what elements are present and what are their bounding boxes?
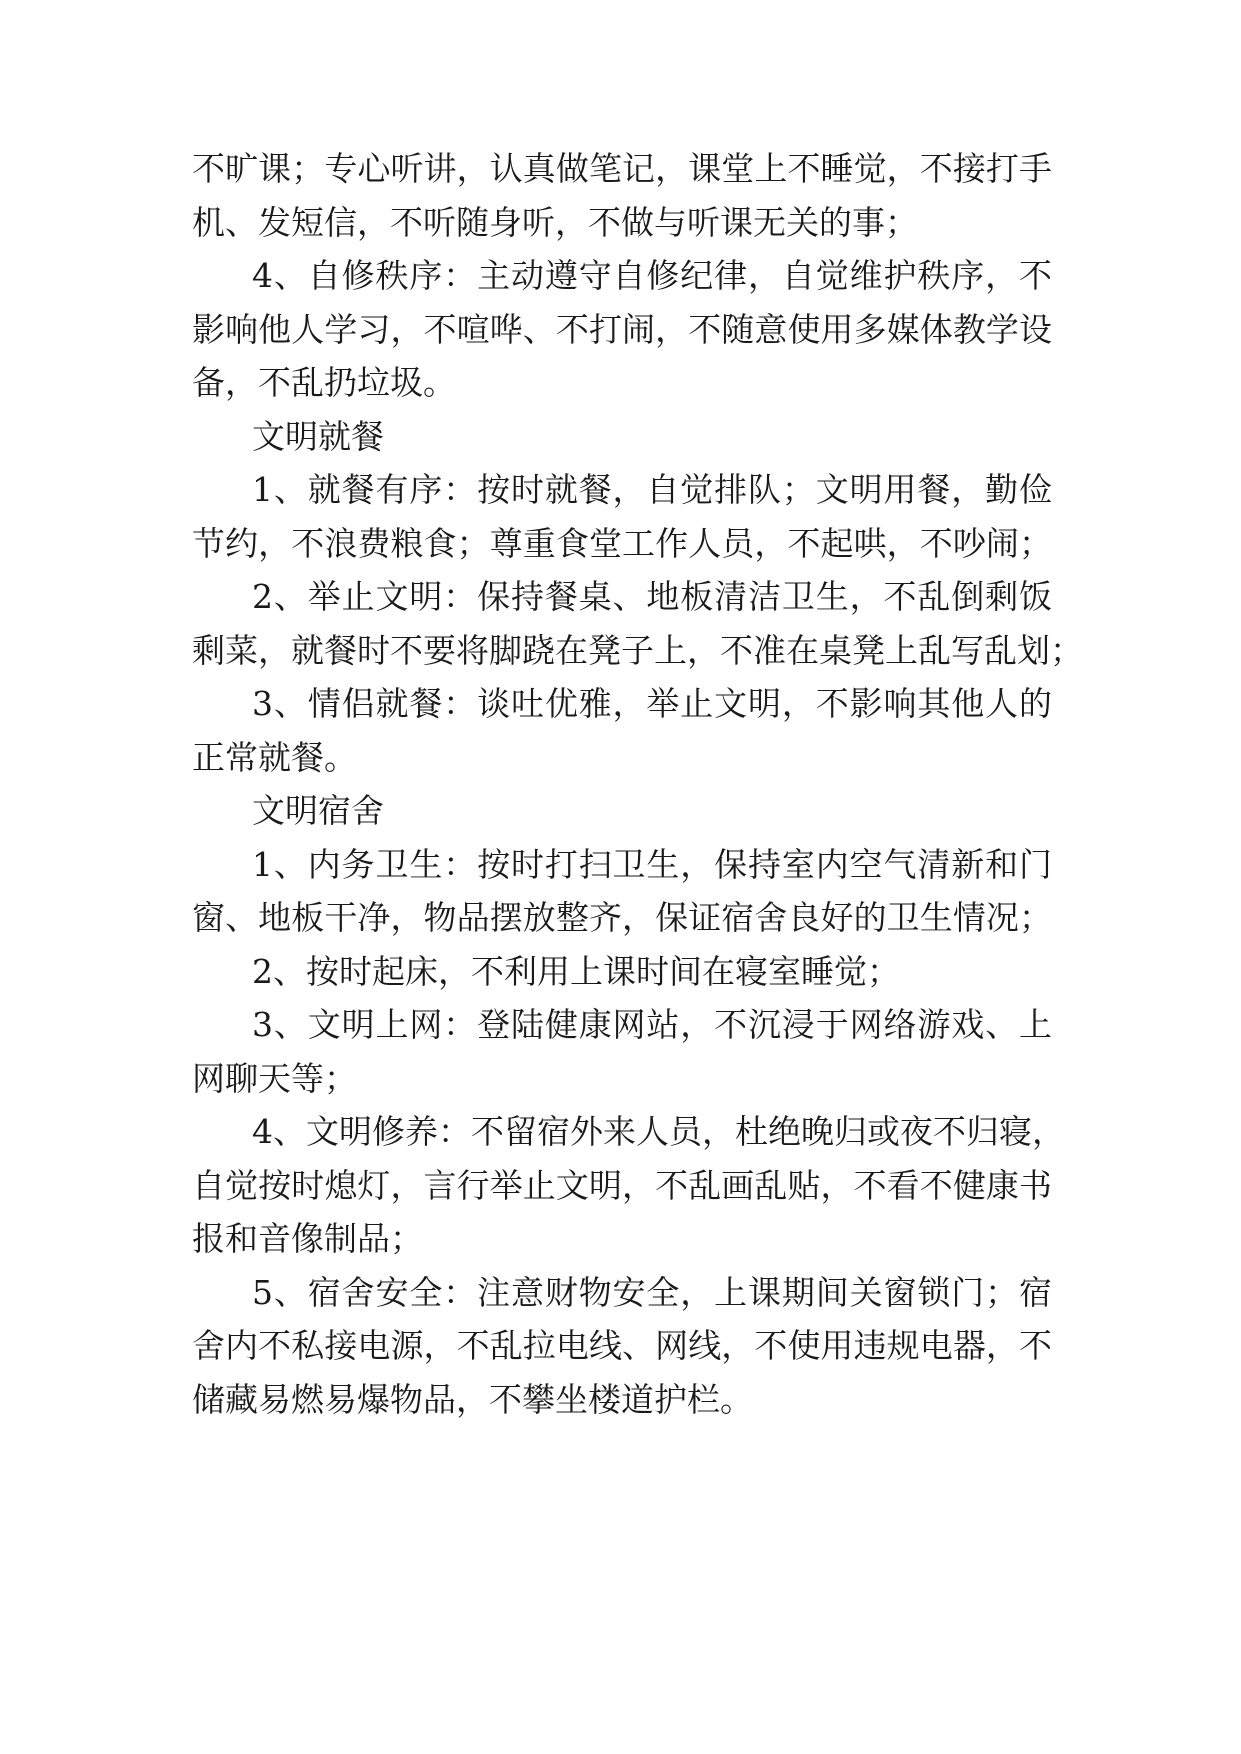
text-line: 正常就餐。 <box>192 737 357 777</box>
text-line: 1、就餐有序：按时就餐，自觉排队；文明用餐，勤俭 <box>252 470 1052 509</box>
text-line: 3、文明上网：登陆健康网站，不沉浸于网络游戏、上 <box>252 1005 1052 1044</box>
text-line: 影响他人学习，不喧哗、不打闹，不随意使用多媒体教学设 <box>192 309 1052 349</box>
text-line: 5、宿舍安全：注意财物安全，上课期间关窗锁门；宿 <box>252 1272 1052 1312</box>
text-line: 文明就餐 <box>252 416 384 456</box>
text-line: 储藏易燃易爆物品，不攀坐楼道护栏。 <box>192 1379 753 1419</box>
text-line: 2、按时起床，不利用上课时间在寝室睡觉； <box>252 951 900 991</box>
text-line: 网聊天等； <box>192 1058 357 1098</box>
text-line: 文明宿舍 <box>252 791 384 830</box>
text-line: 舍内不私接电源，不乱拉电线、网线，不使用违规电器，不 <box>192 1326 1052 1365</box>
text-line: 不旷课；专心听讲，认真做笔记，课堂上不睡觉，不接打手 <box>192 149 1052 188</box>
text-line: 4、文明修养：不留宿外来人员，杜绝晚归或夜不归寝， <box>252 1112 1065 1151</box>
text-line: 备，不乱扔垃圾。 <box>192 363 456 402</box>
text-line: 剩菜，就餐时不要将脚跷在凳子上，不准在桌凳上乱写乱划； <box>192 630 1083 670</box>
text-line: 自觉按时熄灯，言行举止文明，不乱画乱贴，不看不健康书 <box>192 1165 1052 1205</box>
text-line: 4、自修秩序：主动遵守自修纪律，自觉维护秩序，不 <box>252 256 1052 295</box>
text-line: 窗、地板干净，物品摆放整齐，保证宿舍良好的卫生情况； <box>192 898 1052 937</box>
text-line: 2、举止文明：保持餐桌、地板清洁卫生，不乱倒剩饭 <box>252 577 1052 616</box>
text-line: 节约，不浪费粮食；尊重食堂工作人员，不起哄，不吵闹； <box>192 523 1052 563</box>
text-line: 3、情侣就餐：谈吐优雅，举止文明，不影响其他人的 <box>252 684 1052 723</box>
text-line: 1、内务卫生：按时打扫卫生，保持室内空气清新和门 <box>252 844 1052 884</box>
text-line: 机、发短信，不听随身听，不做与听课无关的事； <box>192 202 918 242</box>
text-line: 报和音像制品； <box>192 1219 423 1258</box>
